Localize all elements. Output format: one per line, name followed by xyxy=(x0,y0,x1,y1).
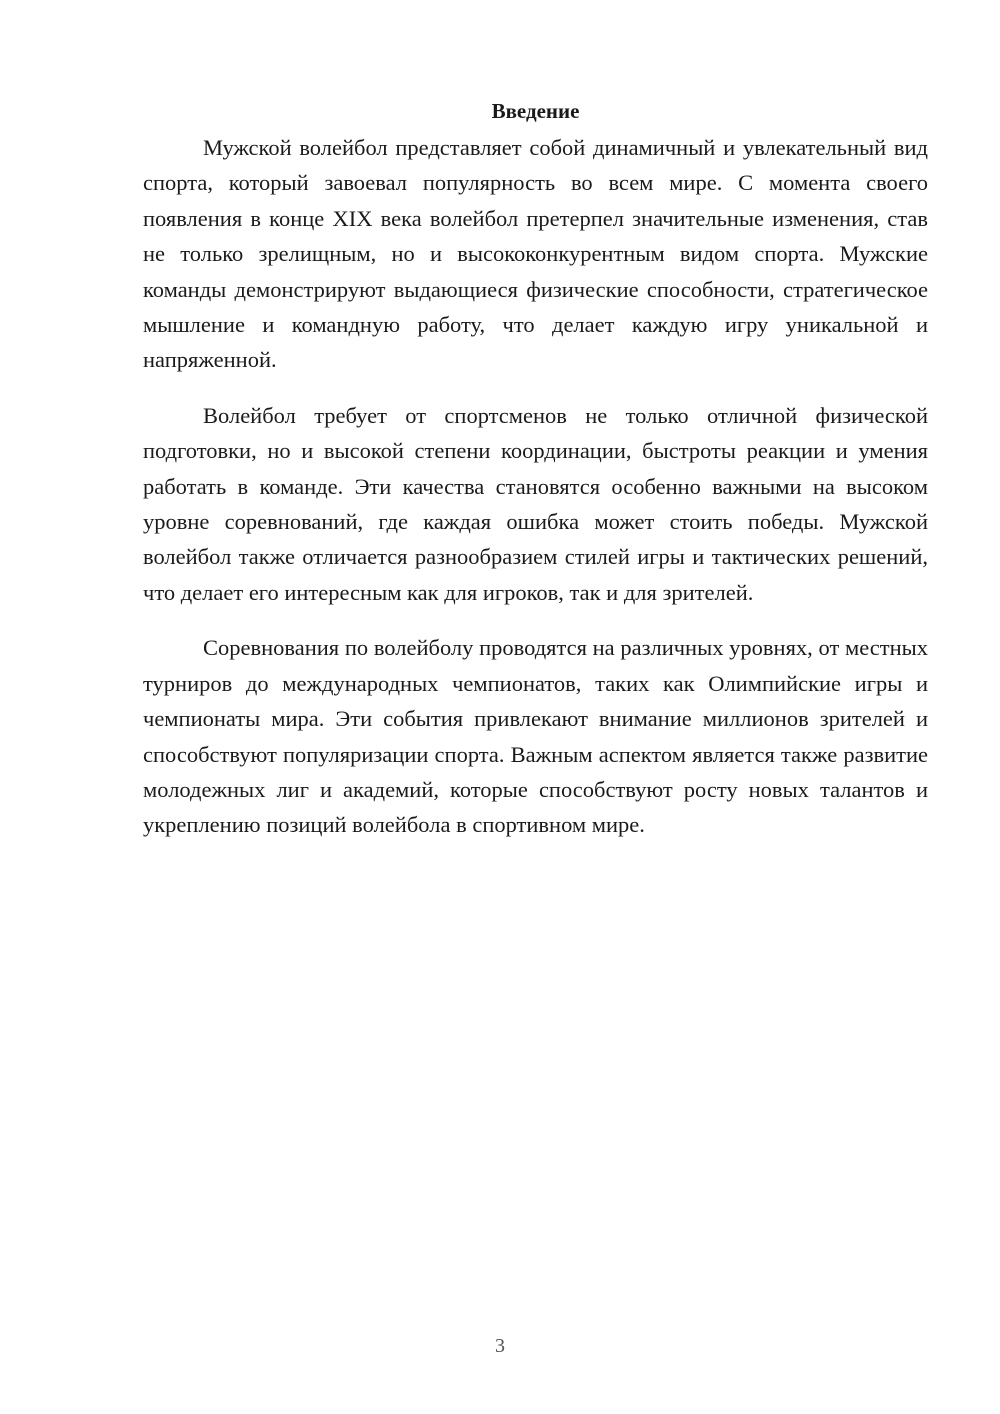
section-heading: Введение xyxy=(491,99,580,123)
paragraph-1: Мужской волейбол представляет собой динамичный и увлекательный вид спорта, который завоевал популярность во всем мире. С момента своего появления в конце XIX века волейбол претерпел значительные изменения, став не только зрелищным, но и высококонкурентным видом спорта. Мужские команды демонстрируют выдающиеся физические способности, стратегическое мышление и командную работу, что делает каждую игру уникальной и напряженной. xyxy=(143,135,928,373)
paragraph-3: Соревнования по волейболу проводятся на различных уровнях, от местных турниров до международных чемпионатов, таких как Олимпийские игры и чемпионаты мира. Эти события привлекают внимание миллионов зрителей и способствуют популяризации спорта. Важным аспектом является также развитие молодежных лиг и академий, которые способствуют росту новых талантов и укреплению позиций волейбола в спортивном мире. xyxy=(143,635,928,838)
paragraph-2: Волейбол требует от спортсменов не только отличной физической подготовки, но и высокой степени координации, быстроты реакции и умения работать в команде. Эти качества становятся особенно важными на высоком уровне соревнований, где каждая ошибка может стоить победы. Мужской волейбол также отличается разнообразием стилей игры и тактических решений, что делает его интересным как для игроков, так и для зрителей. xyxy=(143,402,928,605)
page-number: 3 xyxy=(495,1335,505,1357)
page-content xyxy=(143,96,928,863)
